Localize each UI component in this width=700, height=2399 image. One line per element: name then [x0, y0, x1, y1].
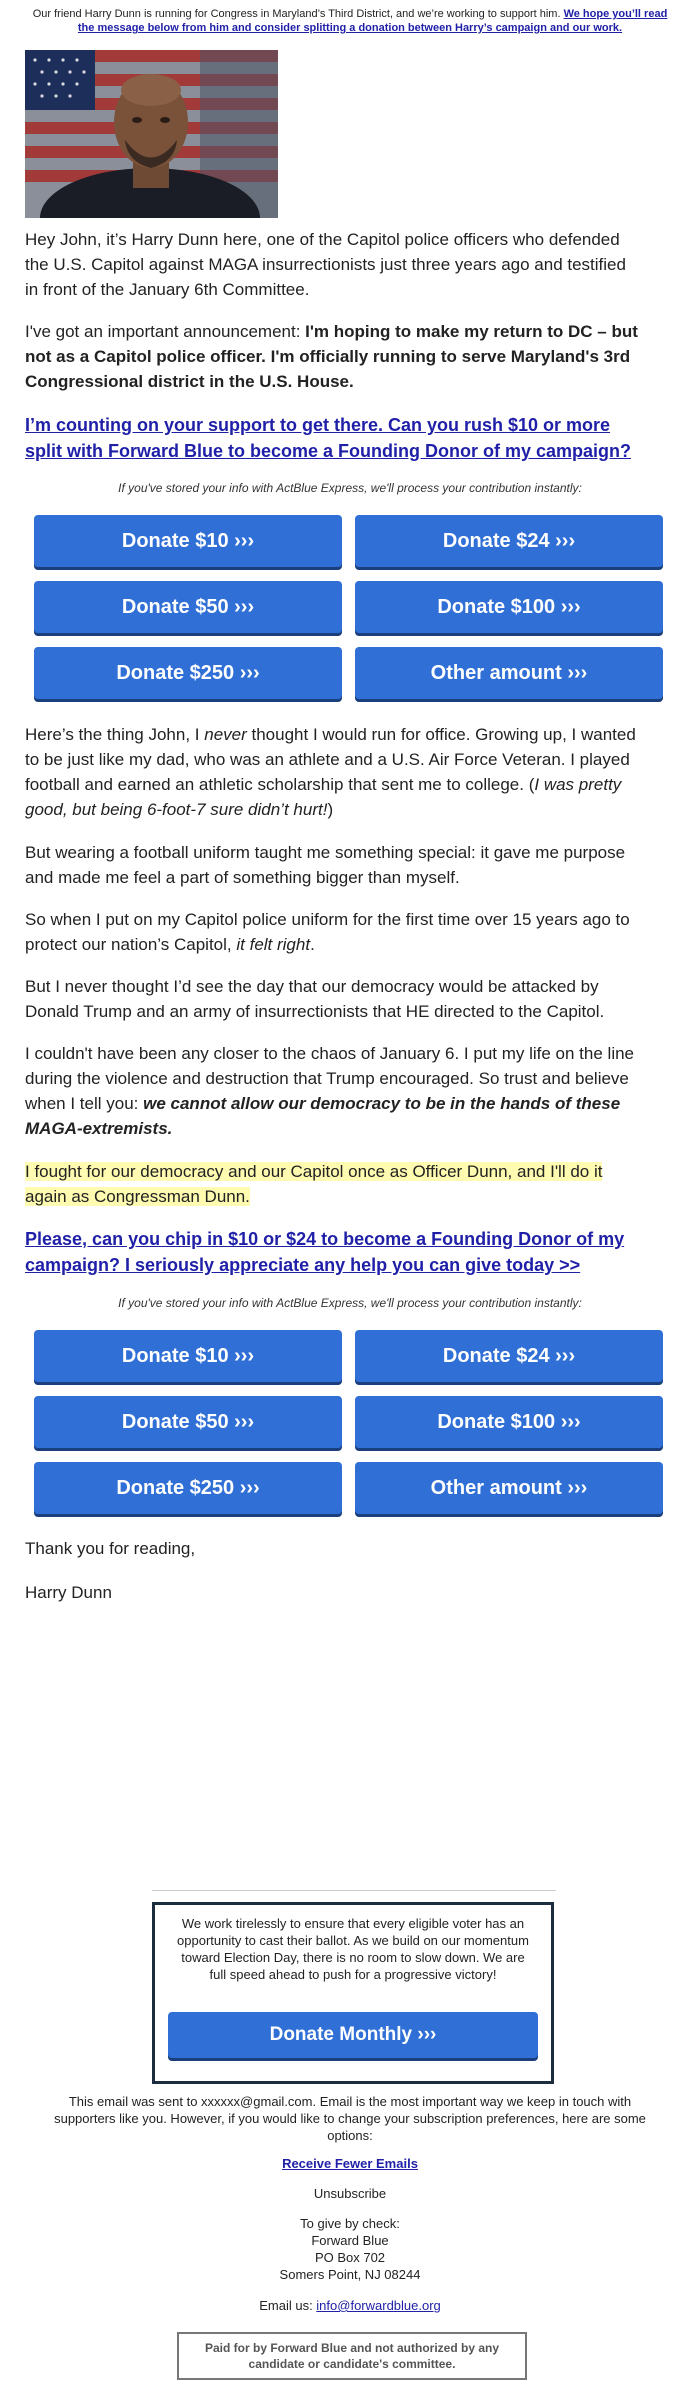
preheader-link[interactable]: We hope you’ll read the message below from him and consider splitting a donation between Harry’s campaign and our work. [77, 8, 668, 34]
footer-email-line [40, 2297, 660, 2314]
preheader-text: Our friend Harry Dunn is running for Congress in Maryland’s Third District, and we’re working to support him. [32, 8, 564, 20]
story-paragraph-1 [25, 722, 640, 822]
intro-paragraph-2 [25, 319, 640, 394]
donate-100-button[interactable]: Donate $100 ››› [355, 581, 663, 633]
story-p1-em2: I was pretty good, but being 6-foot-7 sure didn’t hurt! [25, 775, 622, 819]
story-paragraph-3 [25, 907, 640, 957]
donate-monthly-button[interactable]: Donate Monthly ››› [168, 2012, 538, 2058]
story-p1-a: Here’s the thing John, I [25, 725, 205, 744]
donate-24-button-2[interactable]: Donate $24 ››› [355, 1330, 663, 1382]
express-note-2: If you've stored your info with ActBlue Express, we'll process your contribution instantly: [118, 1296, 582, 1310]
donate-250-button[interactable]: Donate $250 ››› [34, 647, 342, 699]
intro-paragraph-1: Hey John, it’s Harry Dunn here, one of the Capitol police officers who defended the U.S. Capitol against MAGA insurrectionists just three years ago and testified in front of the January 6th Committee. [25, 230, 626, 299]
announcement-bold: I'm hoping to make my return to DC – but not as a Capitol police officer. I'm officially running to serve Maryland's 3rd Congressional district in the U.S. House. [25, 322, 638, 391]
paid-for-text: Paid for by Forward Blue and not authorized by any candidate or candidate's committee. [204, 2341, 500, 2371]
story-p3-em: it felt right [236, 935, 311, 954]
donate-50-button[interactable]: Donate $50 ››› [34, 581, 342, 633]
receive-fewer-emails-link[interactable]: Receive Fewer Emails [282, 2156, 418, 2171]
story-p5-bold: we cannot allow our democracy to be in the hands of these MAGA-extremists. [25, 1094, 621, 1138]
candidate-photo [25, 50, 278, 218]
story-paragraph-6 [25, 1159, 640, 1209]
signoff-thanks: Thank you for reading, [25, 1539, 196, 1558]
preheader [0, 0, 700, 35]
donate-250-button-2[interactable]: Donate $250 ››› [34, 1462, 342, 1514]
story-paragraph-4: But I never thought I’d see the day that our democracy would be attacked by Donald Trump and an army of insurrectionists that HE directed to the Capitol. [25, 977, 605, 1021]
footer-sent-text: This email was sent to xxxxxx@gmail.com. Email is the most important way we keep in touch with supporters like you. However, if you would like to change your subscription preferences, here are some options: [54, 2094, 646, 2143]
paid-for-disclaimer [177, 2332, 527, 2380]
donate-10-button[interactable]: Donate $10 ››› [34, 515, 342, 567]
monthly-box [152, 1902, 554, 2084]
signoff-name: Harry Dunn [25, 1583, 112, 1602]
story-p1-em: never [204, 725, 247, 744]
story-p3-b: . [310, 935, 315, 954]
story-p1-b: thought I would run for office. Growing up, I wanted to be just like my dad, who was an athlete and a U.S. Air Force Veteran. I played football and earned an athletic scholarship that sent me to college. ( [25, 725, 636, 794]
story-paragraph-2: But wearing a football uniform taught me something special: it gave me purpose and made me feel a part of something bigger than myself. [25, 843, 626, 887]
highlighted-pledge: I fought for our democracy and our Capitol once as Officer Dunn, and I'll do it again as Congressman Dunn. [25, 1162, 603, 1206]
donate-10-button-2[interactable]: Donate $10 ››› [34, 1330, 342, 1382]
check-city: Somers Point, NJ 08244 [279, 2267, 421, 2282]
footer-fewer-wrap [40, 2155, 660, 2172]
express-note-1: If you've stored your info with ActBlue Express, we'll process your contribution instantly: [118, 481, 582, 495]
donate-100-button-2[interactable]: Donate $100 ››› [355, 1396, 663, 1448]
check-org: Forward Blue [311, 2233, 389, 2248]
ask-link-1-wrap [25, 412, 640, 464]
story-paragraph-5 [25, 1041, 640, 1141]
check-pobox: PO Box 702 [314, 2250, 386, 2265]
ask-link-1[interactable]: I’m counting on your support to get there. Can you rush $10 or more split with Forward Blue to become a Founding Donor of my campaign? [25, 415, 632, 461]
monthly-text: We work tirelessly to ensure that every eligible voter has an opportunity to cast their ballot. As we build on our momentum toward Election Day, there is no room to slow down. We are full speed ahead to push for a progressive victory! [177, 1916, 529, 1982]
story-p3-a: So when I put on my Capitol police uniform for the first time over 15 years ago to protect our nation’s Capitol, [25, 910, 630, 954]
email-label: Email us: [259, 2298, 317, 2313]
other-amount-button[interactable]: Other amount ››› [355, 647, 663, 699]
other-amount-button-2[interactable]: Other amount ››› [355, 1462, 663, 1514]
donate-50-button-2[interactable]: Donate $50 ››› [34, 1396, 342, 1448]
ask-link-2[interactable]: Please, can you chip in $10 or $24 to become a Founding Donor of my campaign? I seriously appreciate any help you can give today >> [25, 1229, 625, 1275]
intro-p2-text: I've got an important announcement: [25, 322, 306, 341]
divider [152, 1890, 556, 1891]
donate-24-button[interactable]: Donate $24 ››› [355, 515, 663, 567]
check-label: To give by check: [300, 2216, 400, 2231]
unsubscribe-link[interactable]: Unsubscribe [313, 2186, 387, 2201]
ask-link-2-wrap [25, 1226, 640, 1278]
email-link[interactable]: info@forwardblue.org [316, 2298, 441, 2313]
story-p5-a: I couldn't have been any closer to the chaos of January 6. I put my life on the line during the violence and destruction that Trump encouraged. So trust and believe when I tell you: [25, 1044, 635, 1113]
story-p1-c: ) [327, 800, 334, 819]
